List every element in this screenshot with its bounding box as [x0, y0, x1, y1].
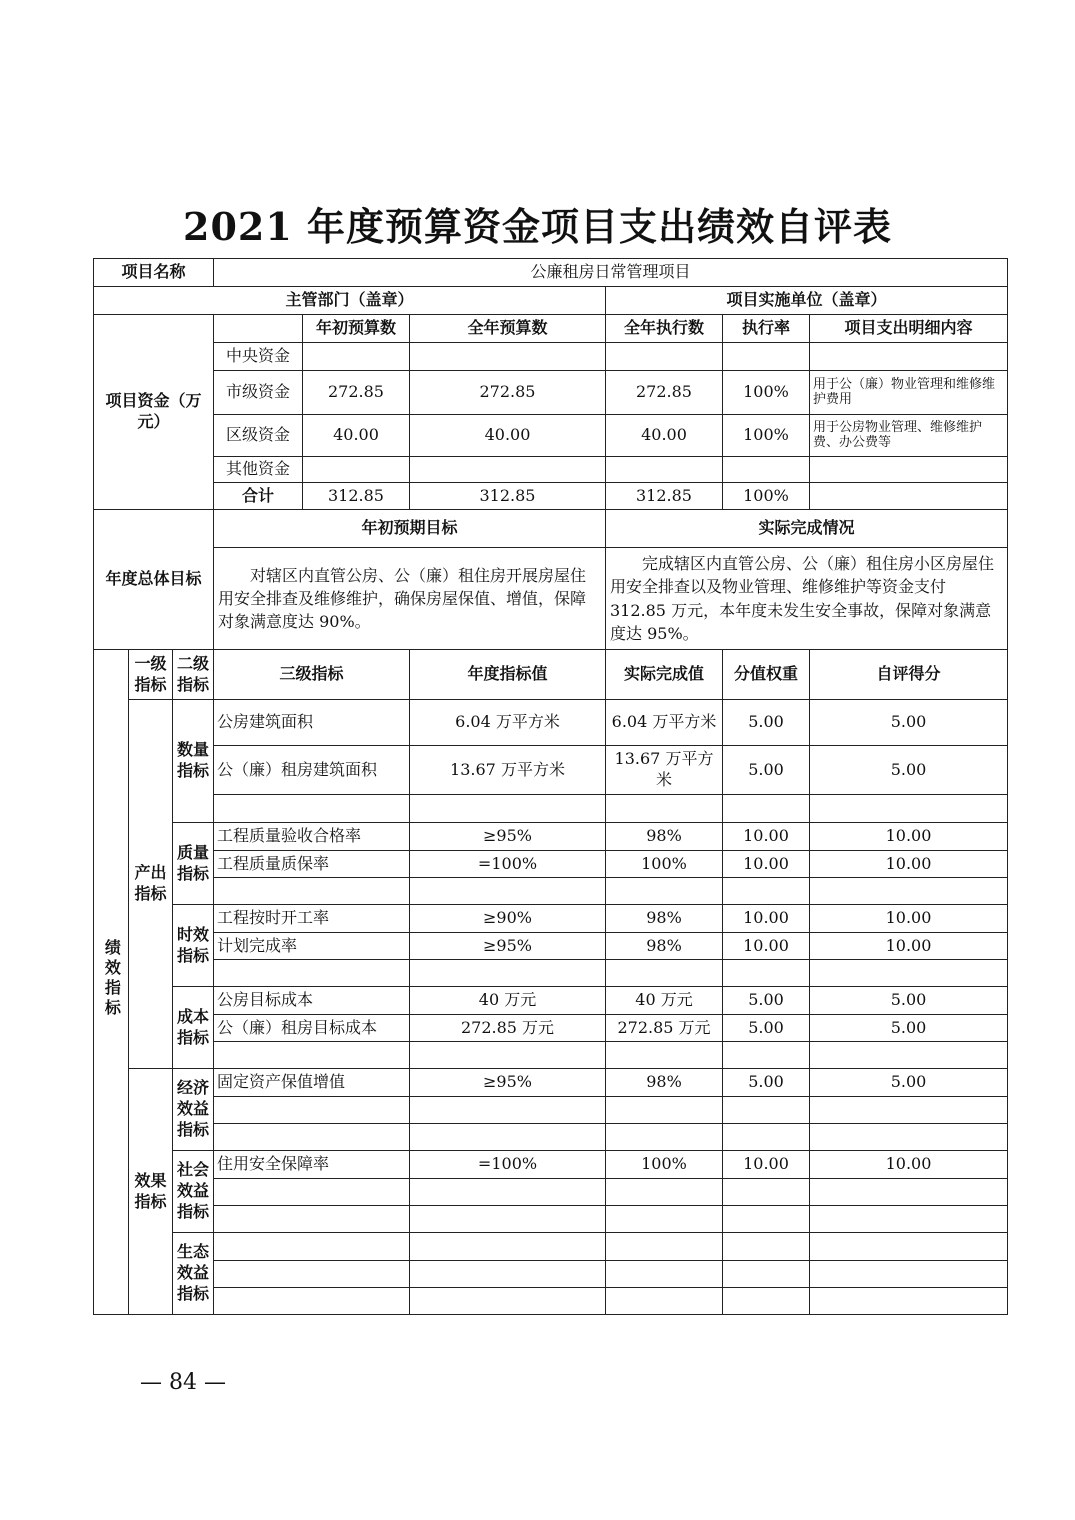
- indicator-name: 公（廉）租房目标成本: [214, 1015, 410, 1042]
- indicator-target: 13.67 万平方米: [410, 746, 606, 795]
- indicator-name: 工程质量质保率: [214, 851, 410, 878]
- indicator-weight: 10.00: [723, 905, 810, 933]
- indicator-target: =100%: [410, 851, 606, 878]
- indicator-actual: 98%: [606, 905, 723, 933]
- fund-rate: 100%: [723, 483, 810, 510]
- indicator-target: 272.85 万元: [410, 1015, 606, 1042]
- page-title: 2021 年度预算资金项目支出绩效自评表: [183, 204, 892, 249]
- funds-header-annual: 全年预算数: [410, 315, 606, 343]
- fund-annual: 272.85: [410, 371, 606, 415]
- indicator-actual: 98%: [606, 933, 723, 960]
- indicator-actual: 100%: [606, 1151, 723, 1179]
- fund-detail: 用于公（廉）物业管理和维修维护费用: [810, 371, 1008, 415]
- indicator-target: ≥90%: [410, 905, 606, 933]
- funds-header-blank: [214, 315, 303, 343]
- planned-goal-text: 对辖区内直管公房、公（廉）租住房开展房屋住用安全排查及维修维护，确保房屋保值、增值，保障对象满意度达 90%。: [214, 548, 606, 650]
- header-level3: 三级指标: [214, 650, 410, 700]
- indicator-row-empty: [94, 1288, 1008, 1315]
- effect-indicator-label: 效果指标: [129, 1069, 173, 1315]
- indicator-weight: 5.00: [723, 746, 810, 795]
- indicator-name: 计划完成率: [214, 933, 410, 960]
- fund-name: 其他资金: [214, 457, 303, 483]
- fund-initial: [303, 457, 410, 483]
- fund-executed: 272.85: [606, 371, 723, 415]
- indicator-row-empty: [94, 1042, 1008, 1069]
- indicator-weight: 5.00: [723, 1069, 810, 1097]
- indicator-score: 10.00: [810, 851, 1008, 878]
- indicator-target: ≥95%: [410, 933, 606, 960]
- header-score: 自评得分: [810, 650, 1008, 700]
- indicator-name: 固定资产保值增值: [214, 1069, 410, 1097]
- indicator-row: [94, 987, 1008, 1015]
- indicator-name: 公房目标成本: [214, 987, 410, 1015]
- fund-initial: 272.85: [303, 371, 410, 415]
- funds-row-total: [94, 483, 1008, 510]
- fund-name: 中央资金: [214, 343, 303, 371]
- fund-annual: 40.00: [410, 415, 606, 457]
- indicator-actual: 100%: [606, 851, 723, 878]
- indicator-target: =100%: [410, 1151, 606, 1179]
- funds-header-detail: 项目支出明细内容: [810, 315, 1008, 343]
- indicator-actual: 40 万元: [606, 987, 723, 1015]
- indicator-row: [94, 1015, 1008, 1042]
- indicator-name: 工程按时开工率: [214, 905, 410, 933]
- funds-row-district: [94, 415, 1008, 457]
- fund-executed: 40.00: [606, 415, 723, 457]
- indicator-score: 10.00: [810, 933, 1008, 960]
- fund-name: 合计: [214, 483, 303, 510]
- indicator-row: [94, 1151, 1008, 1179]
- indicator-row: [94, 933, 1008, 960]
- indicator-weight: 5.00: [723, 700, 810, 746]
- page-number: — 84 —: [140, 1370, 226, 1395]
- actual-goal-text: 完成辖区内直管公房、公（廉）租住房小区房屋住用安全排查以及物业管理、维修维护等资金支付 312.85 万元，本年度未发生安全事故，保障对象满意度达 95%。: [606, 548, 1008, 650]
- indicator-row-empty: [94, 1124, 1008, 1151]
- indicator-score: 5.00: [810, 700, 1008, 746]
- fund-executed: 312.85: [606, 483, 723, 510]
- economic-indicator-label: 经济效益指标: [173, 1069, 214, 1151]
- indicator-row: [94, 1069, 1008, 1097]
- indicator-score: 10.00: [810, 905, 1008, 933]
- actual-goal-header: 实际完成情况: [606, 510, 1008, 548]
- funds-row-central: [94, 343, 1008, 371]
- social-indicator-label: 社会效益指标: [173, 1151, 214, 1233]
- indicator-row-empty: [94, 1233, 1008, 1261]
- indicator-weight: 10.00: [723, 851, 810, 878]
- fund-detail: 用于公房物业管理、维修维护费、办公费等: [810, 415, 1008, 457]
- fund-annual: [410, 343, 606, 371]
- indicator-actual: 272.85 万元: [606, 1015, 723, 1042]
- indicator-weight: 10.00: [723, 1151, 810, 1179]
- fund-initial: [303, 343, 410, 371]
- ecological-indicator-label: 生态效益指标: [173, 1233, 214, 1315]
- implementing-unit-label: 项目实施单位（盖章）: [606, 287, 1008, 315]
- indicator-score: 5.00: [810, 746, 1008, 795]
- indicator-target: ≥95%: [410, 823, 606, 851]
- indicator-weight: 5.00: [723, 1015, 810, 1042]
- indicator-row-empty: [94, 878, 1008, 905]
- indicator-score: 10.00: [810, 823, 1008, 851]
- fund-name: 市级资金: [214, 371, 303, 415]
- indicator-row-empty: [94, 1097, 1008, 1124]
- header-level1: 一级指标: [129, 650, 173, 700]
- indicator-weight: 10.00: [723, 933, 810, 960]
- funds-header-rate: 执行率: [723, 315, 810, 343]
- indicator-row-empty: [94, 1179, 1008, 1206]
- project-name-label: 项目名称: [94, 259, 214, 287]
- planned-goal-header: 年初预期目标: [214, 510, 606, 548]
- fund-initial: 312.85: [303, 483, 410, 510]
- fund-detail: [810, 483, 1008, 510]
- funds-header-executed: 全年执行数: [606, 315, 723, 343]
- fund-detail: [810, 457, 1008, 483]
- indicator-row: [94, 746, 1008, 795]
- indicator-score: 5.00: [810, 1015, 1008, 1042]
- performance-evaluation-table: [93, 258, 1008, 1315]
- indicator-score: 5.00: [810, 1069, 1008, 1097]
- indicator-target: 40 万元: [410, 987, 606, 1015]
- indicator-row: [94, 905, 1008, 933]
- performance-indicator-label: 绩效指标: [94, 650, 129, 1315]
- fund-annual: [410, 457, 606, 483]
- funds-row-other: [94, 457, 1008, 483]
- timeliness-indicator-label: 时效指标: [173, 905, 214, 987]
- fund-detail: [810, 343, 1008, 371]
- header-weight: 分值权重: [723, 650, 810, 700]
- indicator-actual: 6.04 万平方米: [606, 700, 723, 746]
- indicator-row-empty: [94, 795, 1008, 823]
- fund-rate: 100%: [723, 415, 810, 457]
- funds-label: 项目资金（万元）: [94, 315, 214, 510]
- fund-name: 区级资金: [214, 415, 303, 457]
- indicator-actual: 98%: [606, 823, 723, 851]
- fund-initial: 40.00: [303, 415, 410, 457]
- header-actual: 实际完成值: [606, 650, 723, 700]
- indicator-actual: 98%: [606, 1069, 723, 1097]
- indicator-name: 工程质量验收合格率: [214, 823, 410, 851]
- quantity-indicator-label: 数量指标: [173, 700, 214, 823]
- indicator-row: [94, 700, 1008, 746]
- indicator-row: [94, 851, 1008, 878]
- indicator-name: 住用安全保障率: [214, 1151, 410, 1179]
- indicator-score: 5.00: [810, 987, 1008, 1015]
- cost-indicator-label: 成本指标: [173, 987, 214, 1069]
- header-level2: 二级指标: [173, 650, 214, 700]
- indicator-target: 6.04 万平方米: [410, 700, 606, 746]
- indicator-row-empty: [94, 960, 1008, 987]
- funds-row-city: [94, 371, 1008, 415]
- indicator-name: 公（廉）租房建筑面积: [214, 746, 410, 795]
- fund-executed: [606, 343, 723, 371]
- indicator-weight: 5.00: [723, 987, 810, 1015]
- indicator-row: [94, 823, 1008, 851]
- indicator-name: 公房建筑面积: [214, 700, 410, 746]
- output-indicator-label: 产出指标: [129, 700, 173, 1069]
- fund-executed: [606, 457, 723, 483]
- indicator-row-empty: [94, 1261, 1008, 1288]
- header-target: 年度指标值: [410, 650, 606, 700]
- supervisor-department-label: 主管部门（盖章）: [94, 287, 606, 315]
- indicator-target: ≥95%: [410, 1069, 606, 1097]
- quality-indicator-label: 质量指标: [173, 823, 214, 905]
- indicator-weight: 10.00: [723, 823, 810, 851]
- annual-goal-label: 年度总体目标: [94, 510, 214, 650]
- fund-annual: 312.85: [410, 483, 606, 510]
- fund-rate: [723, 457, 810, 483]
- funds-header-initial: 年初预算数: [303, 315, 410, 343]
- indicator-score: 10.00: [810, 1151, 1008, 1179]
- indicator-actual: 13.67 万平方米: [606, 746, 723, 795]
- project-name-value: 公廉租房日常管理项目: [214, 259, 1008, 287]
- fund-rate: 100%: [723, 371, 810, 415]
- fund-rate: [723, 343, 810, 371]
- indicator-row-empty: [94, 1206, 1008, 1233]
